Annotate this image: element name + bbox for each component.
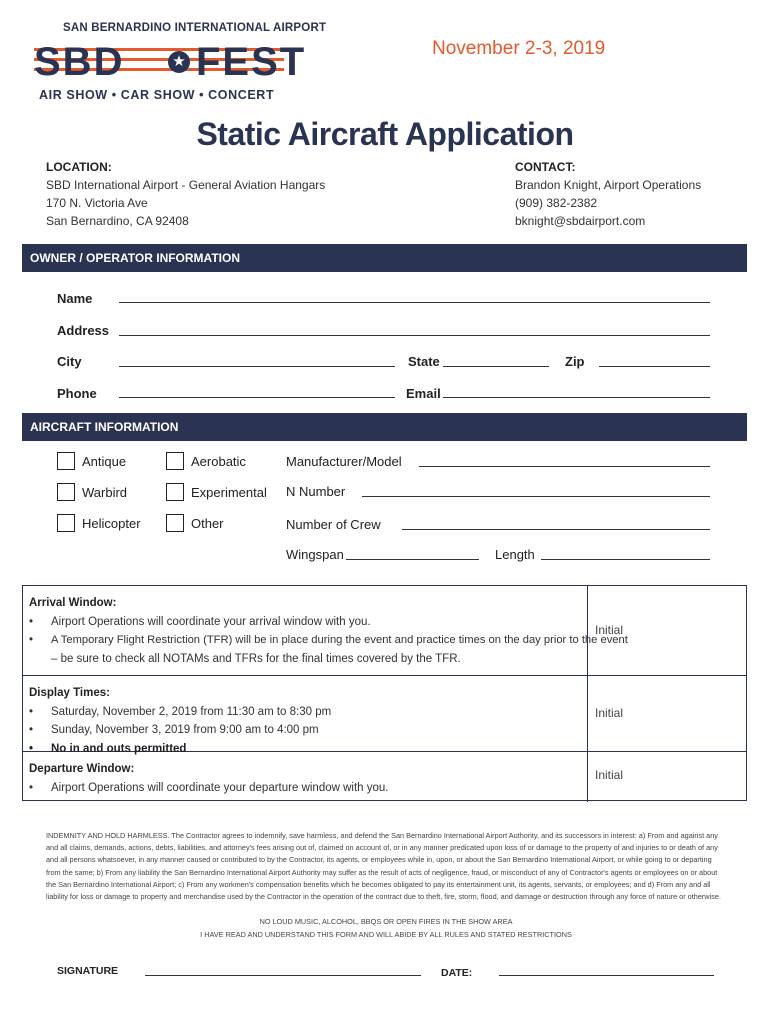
crew-label: Number of Crew: [286, 517, 381, 532]
display-initial-field[interactable]: [589, 676, 746, 751]
phone-field[interactable]: [119, 397, 395, 398]
sbdfest-logo: [34, 38, 307, 90]
length-label: Length: [495, 547, 535, 562]
departure-text: [23, 752, 588, 802]
departure-heading: Departure Window:: [29, 763, 135, 775]
aircraft-section-header: AIRCRAFT INFORMATION: [22, 413, 747, 441]
other-checkbox[interactable]: [166, 514, 184, 532]
address-field[interactable]: [119, 335, 710, 336]
address-label: Address: [57, 323, 110, 338]
manufacturer-field[interactable]: [419, 466, 710, 467]
terms-table: [22, 585, 747, 801]
state-label: State: [408, 354, 440, 369]
airport-name: SAN BERNARDINO INTERNATIONAL AIRPORT: [63, 22, 327, 34]
display-text: [23, 676, 588, 755]
logo-tagline: AIR SHOW • CAR SHOW • CONCERT: [39, 88, 275, 102]
list-item: [29, 631, 628, 650]
location-block: [46, 158, 325, 230]
arrival-bullet-2: A Temporary Flight Restriction (TFR) will be in place during the event and practice times on the day prior to the event: [51, 634, 628, 646]
bullet: •: [29, 742, 34, 755]
indemnity-text: INDEMNITY AND HOLD HARMLESS. The Contractor agrees to indemnify, save harmless, and defend the San Bernardino International Airport Authority, and its successors in interest: a) From and against any and all claims, demands, actions, debts, liabilities, and attorney's fees arising out of, claimed on account of, or in any manner predicated upon loss of or damage to the property of and injuries to or death of any and all persons whatsoever, in any manner caused or contributed to by the Contractor, its agents, or employees while in, upon, or about the San Bernardino International Airport, or while going to or departing from the same; b) From any liability the San Bernardino International Airport Authority may suffer as the result of acts of negligence, fraud, or misconduct of any of Contractor's agents or employees on or about the San Bernardino International Airport; c) From any workmen's compensation benefits which he becomes obligated to pay its entertainment unit, its agents, servants, or employees; and d) From any and all liability for loss or damage to property and merchandise used by the Contractor in the operation of the contract due to theft, fire, storm, flood, and damage or destruction through any force of nature or otherwise.: [46, 831, 721, 902]
state-field[interactable]: [443, 366, 549, 367]
aerobatic-checkbox[interactable]: [166, 452, 184, 470]
date-field[interactable]: [499, 975, 714, 976]
initial-label: Initial: [595, 706, 624, 720]
bullet: •: [29, 781, 34, 794]
warbird-label: Warbird: [82, 485, 128, 500]
display-bullet-2: Sunday, November 3, 2019 from 9:00 am to 4:00 pm: [51, 724, 319, 736]
contact-name: Brandon Knight, Airport Operations: [515, 178, 702, 192]
location-heading: LOCATION:: [46, 160, 112, 174]
zip-field[interactable]: [599, 366, 710, 367]
display-heading: Display Times:: [29, 687, 110, 699]
phone-label: Phone: [57, 386, 97, 401]
display-bullet-3: No in and outs permitted: [51, 742, 187, 755]
experimental-checkbox[interactable]: [166, 483, 184, 501]
list-item: [29, 721, 581, 740]
date-label: DATE:: [441, 967, 473, 979]
initial-label: Initial: [595, 623, 624, 637]
antique-checkbox[interactable]: [57, 452, 75, 470]
page-title: Static Aircraft Application: [196, 116, 574, 152]
contact-block: [515, 158, 701, 230]
display-bullet-1: Saturday, November 2, 2019 from 11:30 am to 8:30 pm: [51, 705, 332, 718]
departure-bullet-1: Airport Operations will coordinate your departure window with you.: [51, 781, 389, 794]
initial-label: Initial: [595, 768, 624, 782]
manufacturer-label: Manufacturer/Model: [286, 454, 402, 469]
location-line1: SBD International Airport - General Aviation Hangars: [46, 178, 326, 192]
contact-heading: CONTACT:: [515, 160, 576, 174]
helicopter-checkbox[interactable]: [57, 514, 75, 532]
contact-phone: (909) 382-2382: [515, 196, 598, 210]
arrival-initial-field[interactable]: [589, 586, 746, 675]
arrival-heading: Arrival Window:: [29, 597, 117, 609]
n-number-label: N Number: [286, 484, 346, 499]
list-item: [29, 613, 581, 632]
zip-label: Zip: [565, 354, 585, 369]
arrival-bullet-1: Airport Operations will coordinate your arrival window with you.: [51, 615, 371, 628]
aerobatic-label: Aerobatic: [191, 454, 246, 469]
city-field[interactable]: [119, 366, 395, 367]
helicopter-label: Helicopter: [82, 516, 141, 531]
warbird-checkbox[interactable]: [57, 483, 75, 501]
length-field[interactable]: [541, 559, 710, 560]
display-row: [23, 676, 746, 755]
n-number-field[interactable]: [362, 496, 710, 497]
signature-field[interactable]: [145, 975, 421, 976]
location-line2: 170 N. Victoria Ave: [46, 196, 148, 210]
list-item: [29, 779, 581, 798]
arrival-bullet-2-cont: – be sure to check all NOTAMs and TFRs for the final times covered by the TFR.: [51, 652, 461, 665]
location-line3: San Bernardino, CA 92408: [46, 214, 189, 228]
departure-row: [23, 752, 746, 802]
email-label: Email: [406, 386, 441, 401]
wingspan-field[interactable]: [346, 559, 479, 560]
bullet: •: [29, 705, 34, 718]
logo-text-left: SBD: [34, 40, 125, 84]
wingspan-label: Wingspan: [286, 547, 344, 562]
restrictions-note: NO LOUD MUSIC, ALCOHOL, BBQS OR OPEN FIRES IN THE SHOW AREA: [259, 917, 513, 926]
star-icon: ★: [168, 51, 190, 73]
crew-field[interactable]: [402, 529, 710, 530]
owner-section-header: OWNER / OPERATOR INFORMATION: [22, 244, 747, 272]
city-label: City: [57, 354, 82, 369]
name-field[interactable]: [119, 302, 710, 303]
bullet: •: [29, 634, 34, 646]
email-field[interactable]: [443, 397, 710, 398]
name-label: Name: [57, 291, 93, 306]
logo-text-right: FEST: [196, 40, 307, 84]
experimental-label: Experimental: [191, 485, 267, 500]
event-dates: November 2-3, 2019: [432, 38, 606, 59]
contact-email: bknight@sbdairport.com: [515, 214, 646, 228]
arrival-row: [23, 586, 746, 676]
signature-label: SIGNATURE: [57, 965, 119, 977]
departure-initial-field[interactable]: [589, 752, 746, 802]
acknowledgement-note: I HAVE READ AND UNDERSTAND THIS FORM AND WILL ABIDE BY ALL RULES AND STATED RESTRICTIONS: [200, 930, 572, 939]
bullet: •: [29, 615, 34, 628]
antique-label: Antique: [82, 454, 127, 469]
bullet: •: [29, 724, 34, 736]
list-item: [29, 703, 581, 722]
other-label: Other: [191, 516, 224, 531]
